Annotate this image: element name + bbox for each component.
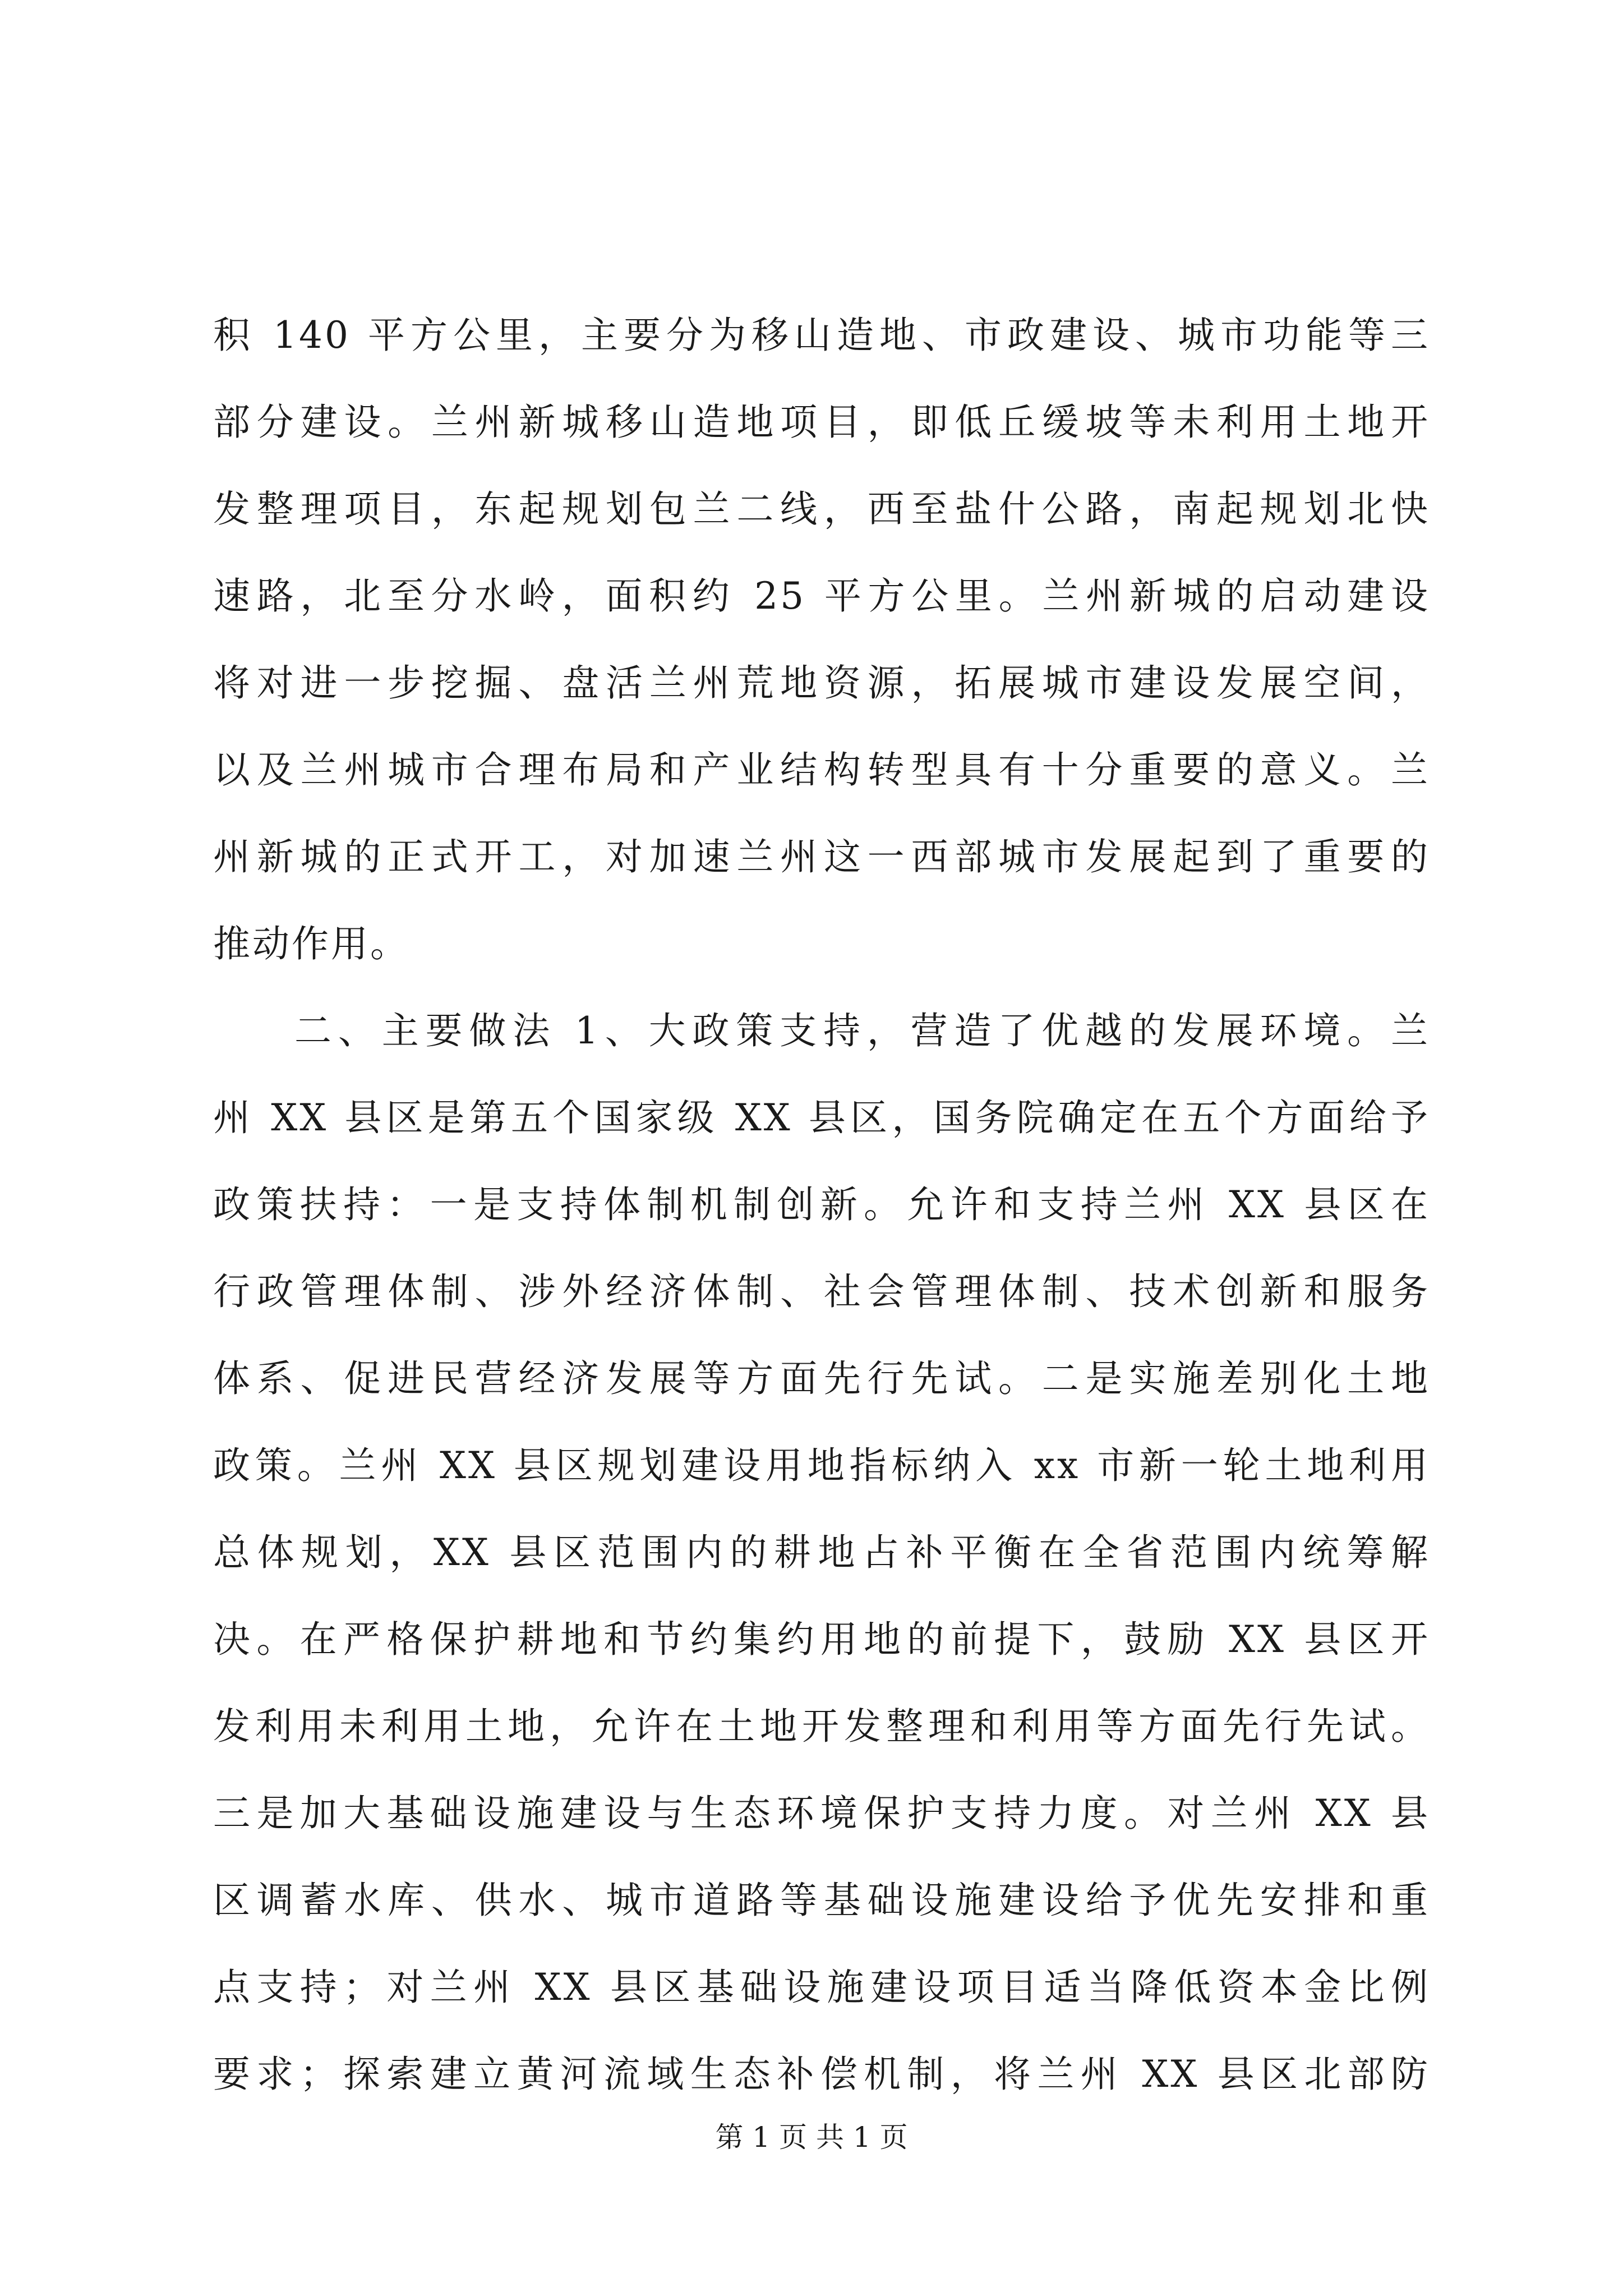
paragraph-line: 政策。兰州 XX 县区规划建设用地指标纳入 xx 市新一轮土地利用 [213, 1444, 1430, 1487]
paragraph-line: 要求；探索建立黄河流域生态补偿机制，将兰州 XX 县区北部防 [213, 2053, 1430, 2096]
paragraph-line: 三是加大基础设施建设与生态环境保护支持力度。对兰州 XX 县 [213, 1792, 1430, 1835]
paragraph-line: 区调蓄水库、供水、城市道路等基础设施建设给予优先安排和重 [213, 1879, 1430, 1922]
paragraph-line: 部分建设。兰州新城移山造地项目，即低丘缓坡等未利用土地开 [213, 401, 1430, 444]
paragraph-line: 决。在严格保护耕地和节约集约用地的前提下，鼓励 XX 县区开 [213, 1618, 1430, 1661]
paragraph-line: 积 140 平方公里，主要分为移山造地、市政建设、城市功能等三 [213, 314, 1430, 357]
paragraph-line: 州 XX 县区是第五个国家级 XX 县区，国务院确定在五个方面给予 [213, 1096, 1430, 1139]
paragraph-line: 以及兰州城市合理布局和产业结构转型具有十分重要的意义。兰 [213, 748, 1430, 792]
paragraph-line: 发整理项目，东起规划包兰二线，西至盐什公路，南起规划北快 [213, 487, 1430, 531]
paragraph-line: 政策扶持：一是支持体制机制创新。允许和支持兰州 XX 县区在 [213, 1183, 1430, 1226]
section-heading-line: 二、主要做法 1、大政策支持，营造了优越的发展环境。兰 [294, 1009, 1430, 1052]
paragraph-line: 行政管理体制、涉外经济体制、社会管理体制、技术创新和服务 [213, 1270, 1430, 1313]
paragraph-line: 州新城的正式开工，对加速兰州这一西部城市发展起到了重要的 [213, 835, 1430, 878]
paragraph-line: 推动作用。 [213, 922, 409, 965]
page-number-footer: 第 1 页 共 1 页 [715, 2121, 908, 2154]
paragraph-line: 点支持；对兰州 XX 县区基础设施建设项目适当降低资本金比例 [213, 1966, 1430, 2009]
paragraph-line: 速路，北至分水岭，面积约 25 平方公里。兰州新城的启动建设 [213, 574, 1430, 618]
paragraph-line: 体系、促进民营经济发展等方面先行先试。二是实施差别化土地 [213, 1357, 1430, 1400]
paragraph-line: 将对进一步挖掘、盘活兰州荒地资源，拓展城市建设发展空间， [213, 661, 1430, 705]
paragraph-line: 总体规划，XX 县区范围内的耕地占补平衡在全省范围内统筹解 [213, 1531, 1430, 1574]
paragraph-line: 发利用未利用土地，允许在土地开发整理和利用等方面先行先试。 [213, 1705, 1430, 1748]
